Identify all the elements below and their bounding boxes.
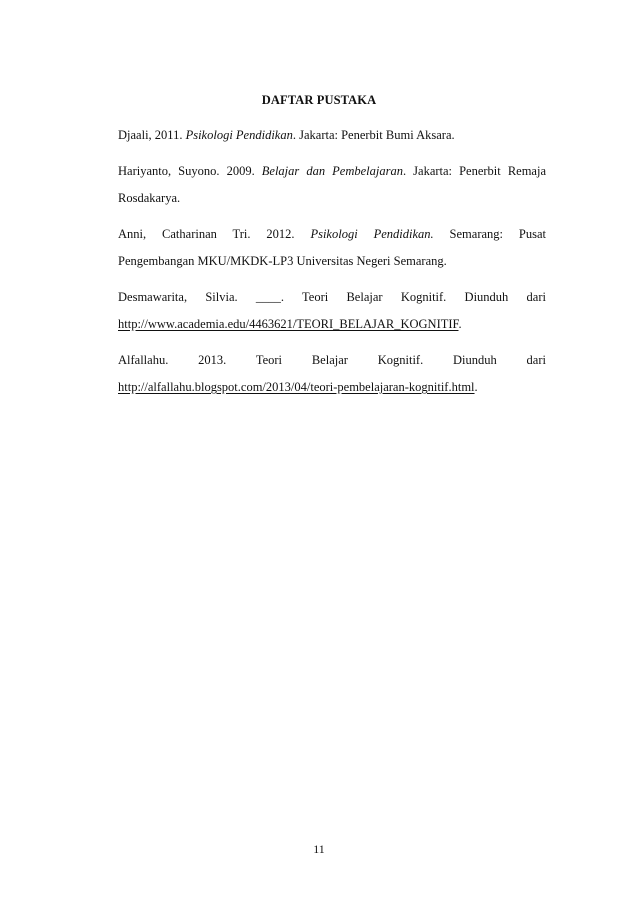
reference-continuation: Rosdakarya. <box>118 191 181 205</box>
reference-link-period: . <box>458 317 462 331</box>
reference-continuation <box>118 374 546 401</box>
reference-continuation: Pengembangan MKU/MKDK-LP3 Universitas Negeri Semarang. <box>118 254 447 268</box>
reference-book-title: Belajar dan Pembelajaran <box>261 164 403 178</box>
reference-desmawarita <box>118 284 546 338</box>
reference-publisher: . Jakarta: Penerbit Remaja <box>402 164 546 178</box>
reference-continuation <box>118 311 546 338</box>
reference-hariyanto <box>118 158 546 212</box>
reference-djaali <box>118 122 546 149</box>
reference-text: Anni, Catharinan Tri. 2012. <box>118 227 311 241</box>
reference-text: Hariyanto, Suyono. 2009. <box>118 164 262 178</box>
reference-link[interactable]: http://alfallahu.blogspot.com/2013/04/teori-pembelajaran-kognitif.html <box>118 380 475 394</box>
reference-link[interactable]: http://www.academia.edu/4463621/TEORI_BELAJAR_KOGNITIF <box>118 317 459 331</box>
reference-text: Alfallahu. 2013. Teori Belajar Kognitif. Diunduh dari <box>118 353 546 367</box>
reference-link-period: . <box>474 380 478 394</box>
reference-line <box>118 158 546 185</box>
page-number: 11 <box>313 842 325 856</box>
reference-line <box>118 221 546 248</box>
reference-list <box>118 122 546 410</box>
page-title: DAFTAR PUSTAKA <box>261 93 377 107</box>
reference-book-title: Psikologi Pendidikan <box>185 128 293 142</box>
reference-text: Djaali, 2011. <box>118 128 186 142</box>
reference-alfallahu <box>118 347 546 401</box>
reference-text: Desmawarita, Silvia. ____. Teori Belajar Kognitif. Diunduh dari <box>118 290 546 304</box>
reference-book-title: Psikologi Pendidikan. <box>310 227 434 241</box>
reference-anni <box>118 221 546 275</box>
reference-publisher: Semarang: Pusat <box>433 227 546 241</box>
reference-publisher: . Jakarta: Penerbit Bumi Aksara. <box>292 128 455 142</box>
